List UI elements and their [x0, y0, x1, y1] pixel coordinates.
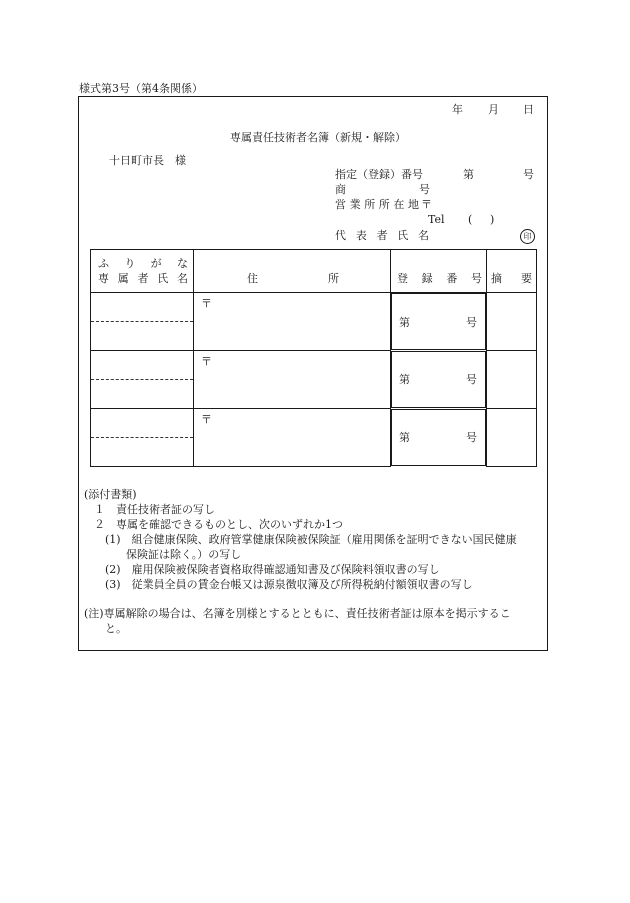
form-frame — [78, 96, 548, 651]
trade-name-label: 商 号 — [335, 183, 430, 196]
furigana-field — [91, 351, 193, 380]
registration-number-cell: 第 号 — [391, 351, 486, 408]
attachment-item: １ 責任技術者証の写し — [94, 503, 215, 516]
attachment-item: ２ 専属を確認できるものとし、次のいずれか1つ — [94, 518, 343, 531]
postal-mark: 〒 — [201, 355, 212, 368]
furigana-field — [91, 409, 193, 438]
registration-number-label: 指定（登録）番号 — [335, 168, 423, 181]
date-month-label: 月 — [488, 103, 499, 116]
registration-number-header: 登 録 番 号 — [391, 250, 487, 293]
name-header — [91, 250, 194, 293]
office-address-label: 営 業 所 所 在 地 — [335, 198, 419, 211]
staff-name-cell — [91, 351, 194, 409]
table-header-row — [91, 250, 537, 293]
staff-name-header: 専 属 者 氏 名 — [98, 272, 188, 285]
postal-mark: 〒 — [201, 413, 212, 426]
registration-number-cell: 第 号 — [391, 409, 486, 466]
seal-mark: 印 — [520, 229, 535, 244]
registration-number-cell: 第 号 — [391, 293, 486, 350]
date-day-label: 日 — [523, 103, 534, 116]
furigana-field — [91, 293, 193, 322]
form-title: 専属責任技術者名簿（新規・解除） — [230, 131, 406, 144]
registration-number-prefix: 第 — [463, 168, 474, 181]
address-cell — [194, 293, 391, 351]
attachment-subitem-continued: 保険証は除く。）の写し — [126, 548, 242, 561]
attachment-subitem: (1) 組合健康保険、政府管掌健康保険被保険証（雇用関係を証明できない国民健康 — [105, 533, 517, 546]
address-cell — [194, 409, 391, 467]
staff-table — [90, 249, 537, 467]
form-number-caption: 様式第3号（第4条関係） — [79, 82, 203, 95]
office-postal-mark: 〒 — [421, 198, 432, 211]
date-year-label: 年 — [452, 103, 463, 116]
table-row — [91, 293, 537, 351]
attachment-subitem: (2) 雇用保険被保険者資格取得確認通知書及び保険料領収書の写し — [105, 563, 440, 576]
table-row — [91, 351, 537, 409]
tel-label: Tel — [428, 213, 445, 226]
table-row — [91, 409, 537, 467]
addressee: 十日町市長 様 — [109, 154, 186, 167]
furigana-header: ふ り が な — [98, 257, 188, 270]
attachments-heading: (添付書類) — [84, 488, 137, 501]
remarks-cell — [487, 409, 537, 467]
remarks-cell — [487, 293, 537, 351]
remarks-header: 摘 要 — [487, 250, 537, 293]
note-text-continued: と。 — [105, 622, 127, 635]
staff-name-cell — [91, 293, 194, 351]
remarks-cell — [487, 351, 537, 409]
attachment-subitem: (3) 従業員全員の賃金台帳又は源泉徴収簿及び所得税納付額領収書の写し — [105, 578, 473, 591]
address-cell — [194, 351, 391, 409]
address-header: 住 所 — [194, 250, 391, 293]
staff-name-cell — [91, 409, 194, 467]
postal-mark: 〒 — [201, 297, 212, 310]
tel-paren-close: ) — [490, 213, 495, 226]
note-text: (注)専属解除の場合は、名簿を別様とするとともに、責任技術者証は原本を掲示するこ — [84, 607, 511, 620]
representative-name-label: 代 表 者 氏 名 — [335, 229, 429, 242]
registration-number-suffix: 号 — [523, 168, 534, 181]
tel-paren-open: ( — [468, 213, 473, 226]
